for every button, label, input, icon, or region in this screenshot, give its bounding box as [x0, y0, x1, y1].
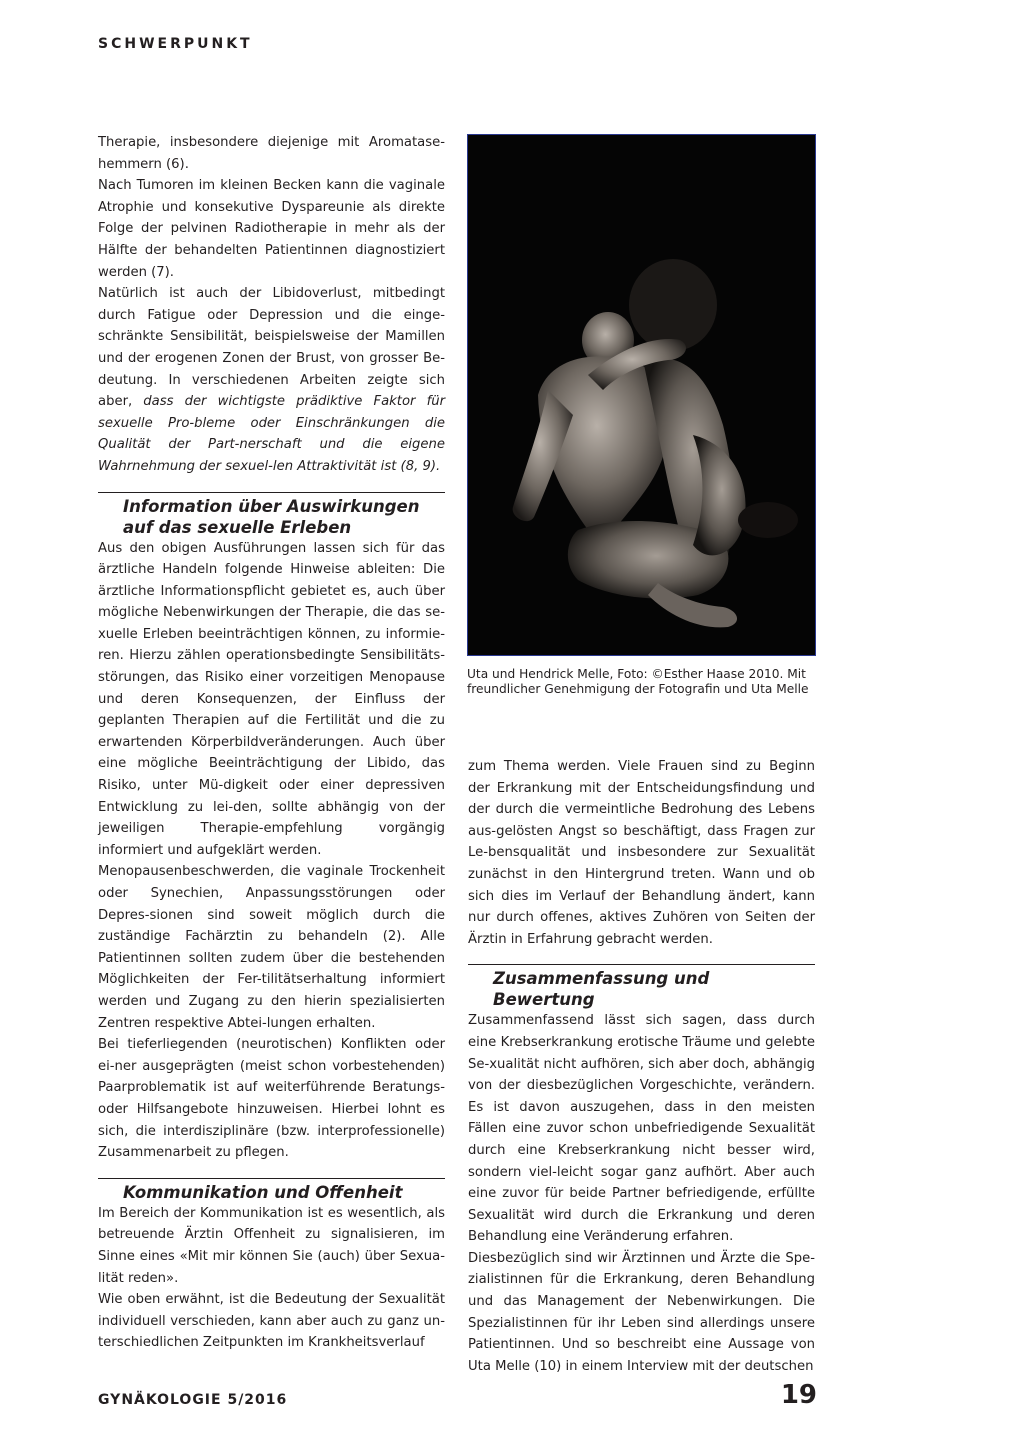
paragraph: Im Bereich der Kommunikation ist es wesentlich, als betreuende Ärztin Offenheit zu signalisieren, im Sinne eines «Mit mir können Sie (auch) über Sexua-lität reden». [98, 1205, 445, 1286]
paragraph: Therapie, insbesondere diejenige mit Aromatase-hemmern (6). [98, 135, 445, 172]
paragraph: zum Thema werden. Viele Frauen sind zu Beginn der Erkrankung mit der Entscheidungsfindung und der durch die vermeintliche Bedrohung des Lebens aus-gelösten Angst so beschäftigt, dass Fragen zur Le-bensqualität und insbesondere zur Sexualität zunächst in den Hintergrund treten. Wann und ob sich dies im Verlauf der Behandlung ändert, kann nur durch offenes, aktives Zuhören von Seiten der Ärztin in Erfahrung gebracht werden. [468, 759, 815, 947]
paragraph: Diesbezüglich sind wir Ärztinnen und Ärzte die Spe-zialistinnen für die Erkrankung, deren Behandlung und das Management der Nebenwirkungen. Die Spezialistinnen für ihr Leben sind allerdings unsere Patientinnen. Und so beschreibt eine Aussage von Uta Melle (10) in einem Interview mit der deutschen [468, 1250, 815, 1374]
paragraph [98, 283, 445, 477]
page-number: 19 [780, 1380, 817, 1410]
paragraph: Aus den obigen Ausführungen lassen sich für das ärztliche Handeln folgende Hinweise ableiten: Die ärztliche Informationspflicht gebietet es, auch über mögliche Nebenwirkungen der Therapie, die das se-xuelle Erleben beeinträchtigen können, zu informie-ren. Hierzu zählen operationsbedingte Sensibilitäts-störungen, das Risiko einer vorzeitigen Menopause und deren Konsequenzen, der Einfluss der geplanten Therapien auf die Fertilität und die zu erwartenden Körperbildveränderungen. Auch über eine mögliche Beeinträchtigung der Libido, das Risiko, unter Mü-digkeit oder einer depressiven Entwicklung zu lei-den, sollte abhängig von der jeweiligen Therapie-empfehlung vorgängig informiert und aufgeklärt werden. [98, 540, 445, 858]
paragraph-text: Natürlich ist auch der Libidoverlust, mitbedingt durch Fatigue oder Depression und die einge-schränkte Sensibilität, beispielsweise der Mamillen und der erogenen Zonen der Brust, von grosser Be-deutung. In verschiedenen Arbeiten zeigte sich aber, [98, 286, 445, 410]
section-label: SCHWERPUNKT [98, 36, 253, 52]
paragraph: Bei tieferliegenden (neurotischen) Konflikten oder ei-ner ausgeprägten (meist schon vorbestehenden) Paarproblematik ist auf weiterführende Beratungs-oder Hilfsangebote hinzuweisen. Hierbei lohnt es sich, die interdisziplinäre (bzw. interprofessionelle) Zusammenarbeit zu pflegen. [98, 1037, 445, 1161]
section-heading: Kommunikation und Offenheit [98, 1178, 445, 1203]
paragraph: Menopausenbeschwerden, die vaginale Trockenheit oder Synechien, Anpassungsstörungen oder Depres-sionen sind soweit möglich durch die zuständige Fachärztin zu behandeln (2). Alle Patientinnen sollten zudem über die bestehenden Möglichkeiten der Fer-tilitätserhaltung informiert werden und Zugang zu den hierin spezialisierten Zentren respektive Abtei-lungen erhalten. [98, 864, 445, 1031]
section-heading: Information über Auswirkungen auf das sexuelle Erleben [98, 492, 445, 538]
paragraph: Wie oben erwähnt, ist die Bedeutung der Sexualität individuell verschieden, kann aber auch zu ganz un-terschiedlichen Zeitpunkten im Krankheitsverlauf [98, 1292, 445, 1351]
left-column [98, 132, 445, 1354]
photo-caption: Uta und Hendrick Melle, Foto: ©Esther Haase 2010. Mit freundlicher Genehmigung der Fotografin und Uta Melle [467, 667, 809, 696]
paragraph: Zusammenfassend lässt sich sagen, dass durch eine Krebserkrankung erotische Träume und gelebte Se-xualität nicht aufhören, sich aber doch, abhängig von der diesbezüglichen Vorgeschichte, verändern. Es ist davon auszugehen, dass in den meisten Fällen eine zuvor schon unbefriedigende Sexualität durch eine Krebserkrankung nicht besser wird, sondern viel-leicht sogar ganz aufhört. Aber auch eine zuvor für beide Partner befriedigende, erfüllte Sexualität wird durch die Erkrankung und deren Behandlung eine Veränderung erfahren. [468, 1013, 815, 1245]
emphasized-text: dass der wichtigste prädiktive Faktor für sexuelle Pro-bleme oder Einschränkungen die Qualität der Part-nerschaft und die eigene Wahrnehmung der sexuel-len Attraktivität ist (8, 9). [98, 394, 445, 474]
photo-illustration [468, 135, 814, 654]
right-column [468, 756, 815, 1377]
paragraph: Nach Tumoren im kleinen Becken kann die vaginale Atrophie und konsekutive Dyspareunie als direkte Folge der pelvinen Radiotherapie in mehr als der Hälfte der behandelten Patientinnen diagnostiziert werden (7). [98, 178, 445, 280]
section-heading: Zusammenfassung und Bewertung [468, 964, 815, 1010]
photo [467, 134, 816, 656]
journal-issue: GYNÄKOLOGIE 5/2016 [98, 1392, 288, 1408]
